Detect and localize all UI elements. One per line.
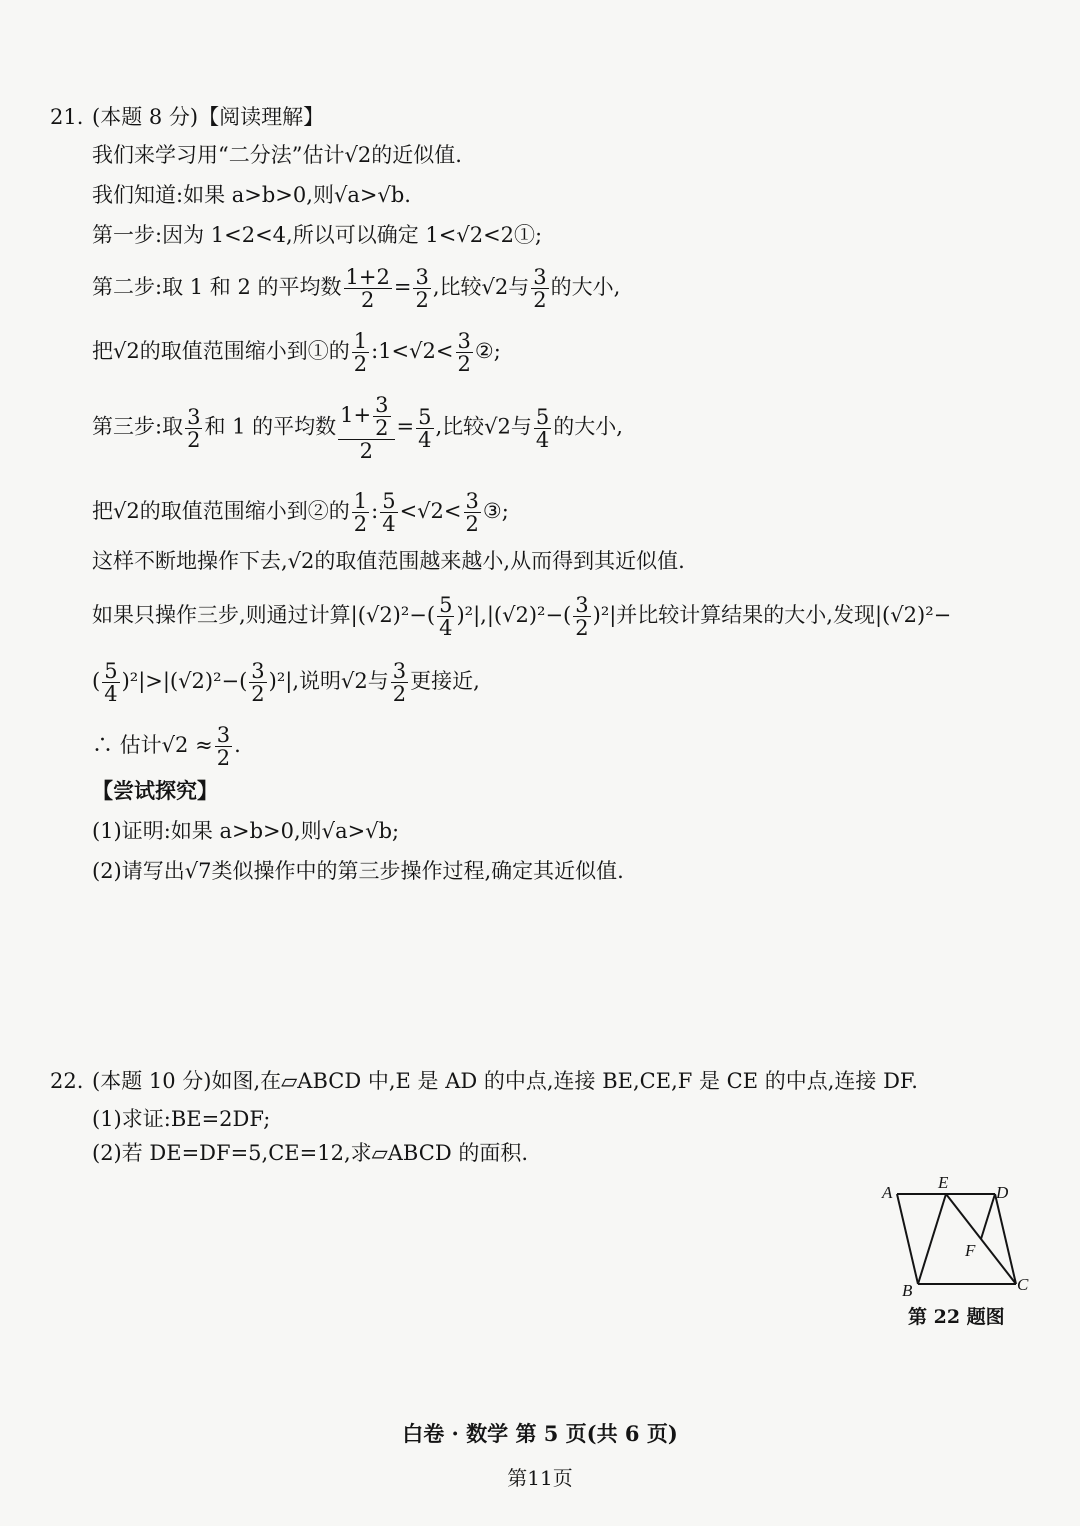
q21-line1: 我们来学习用“二分法”估计√2的近似值. [92,143,462,167]
q21-step1: 第一步:因为 1<2<4,所以可以确定 1<√2<2①; [92,223,543,247]
fraction-5-4c: $\frac{5}{4}$ [382,489,396,537]
fraction-1-2b: $\frac{1}{2}$ [353,489,368,537]
fraction-avg-nested: 1+ $\frac{3}{2}$ 2 [338,394,394,462]
fraction-3-2b: $\frac{3}{2}$ [533,265,547,313]
q21-number: 21. [50,105,84,129]
label-C: C [1017,1275,1029,1294]
q22-part1: (1)求证:BE=2DF; [92,1107,271,1131]
q21-step2-range: 把√2的取值范围缩小到①的 $\frac{1}{2}$ :1<√2< $\frac{3}{2}$ ②; [92,329,501,377]
q21-compare-line1: 如果只操作三步,则通过计算|(√2)²−( $\frac{5}{4}$ )²|,|(√2)²−( $\frac{3}{2}$ )²|并比较计算结果的大小,发现|(√2)²− [92,593,952,641]
fraction-3-2d: $\frac{3}{2}$ [187,404,201,452]
q21-step3-range: 把√2的取值范围缩小到②的 $\frac{1}{2}$ : $\frac{5}{4}$ <√2< $\frac{3}{2}$ ③; [92,489,509,537]
q21-conclusion-line: 这样不断地操作下去,√2的取值范围越来越小,从而得到其近似值. [92,549,685,573]
fraction-avg12: $\frac{1+2}{2}$ [345,265,390,313]
label-D: D [996,1183,1009,1202]
label-B: B [902,1281,913,1300]
q21-estimate: ∴ 估计√2 ≈ $\frac{3}{2}$ . [92,723,241,771]
q21-part2: (2)请写出√7类似操作中的第三步操作过程,确定其近似值. [92,859,624,883]
q21-step2: 第二步:取 1 和 2 的平均数 $\frac{1+2}{2}$ = $\frac{3}{2}$ ,比较√2与 $\frac{3}{2}$ 的大小, [92,265,621,313]
fraction-5-4b: $\frac{5}{4}$ [535,404,550,452]
q21-step3: 第三步:取 $\frac{3}{2}$ 和 1 的平均数 1+ $\frac{3}{2}$ 2 = $\frac{5}{4}$ ,比较√2与 $\frac{5}{4}$ 的大小, [92,393,623,464]
sheet-number: 第11页 [507,1466,573,1490]
fraction-3-2e: $\frac{3}{2}$ [465,489,479,537]
figure-caption: 第 22 题图 [908,1306,1005,1328]
q21-heading: (本题 8 分)【阅读理解】 [92,105,325,129]
fraction-3-2c: $\frac{3}{2}$ [457,329,471,377]
q21-part1: (1)证明:如果 a>b>0,则√a>√b; [92,819,400,843]
q21-compare-line2: ( $\frac{5}{4}$ )²|>|(√2)²−( $\frac{3}{2}$ )²|,说明√2与 $\frac{3}{2}$ 更接近, [92,659,480,707]
page-footer: 白卷 · 数学 第 5 页(共 6 页) [402,1421,678,1446]
q22-number: 22. [50,1069,84,1093]
label-A: A [882,1183,893,1202]
label-E: E [938,1173,949,1192]
label-F: F [965,1241,976,1260]
fraction-1-2: $\frac{1}{2}$ [353,329,368,377]
q22-statement: (本题 10 分)如图,在▱ABCD 中,E 是 AD 的中点,连接 BE,CE,F 是 CE 的中点,连接 DF. [92,1069,918,1093]
q22-part2: (2)若 DE=DF=5,CE=12,求▱ABCD 的面积. [92,1141,529,1165]
fraction-3-2: $\frac{3}{2}$ [415,265,429,313]
fraction-5-4: $\frac{5}{4}$ [418,404,432,452]
q21-line2: 我们知道:如果 a>b>0,则√a>√b. [92,183,411,207]
q21-try-heading: 【尝试探究】 [92,778,218,803]
